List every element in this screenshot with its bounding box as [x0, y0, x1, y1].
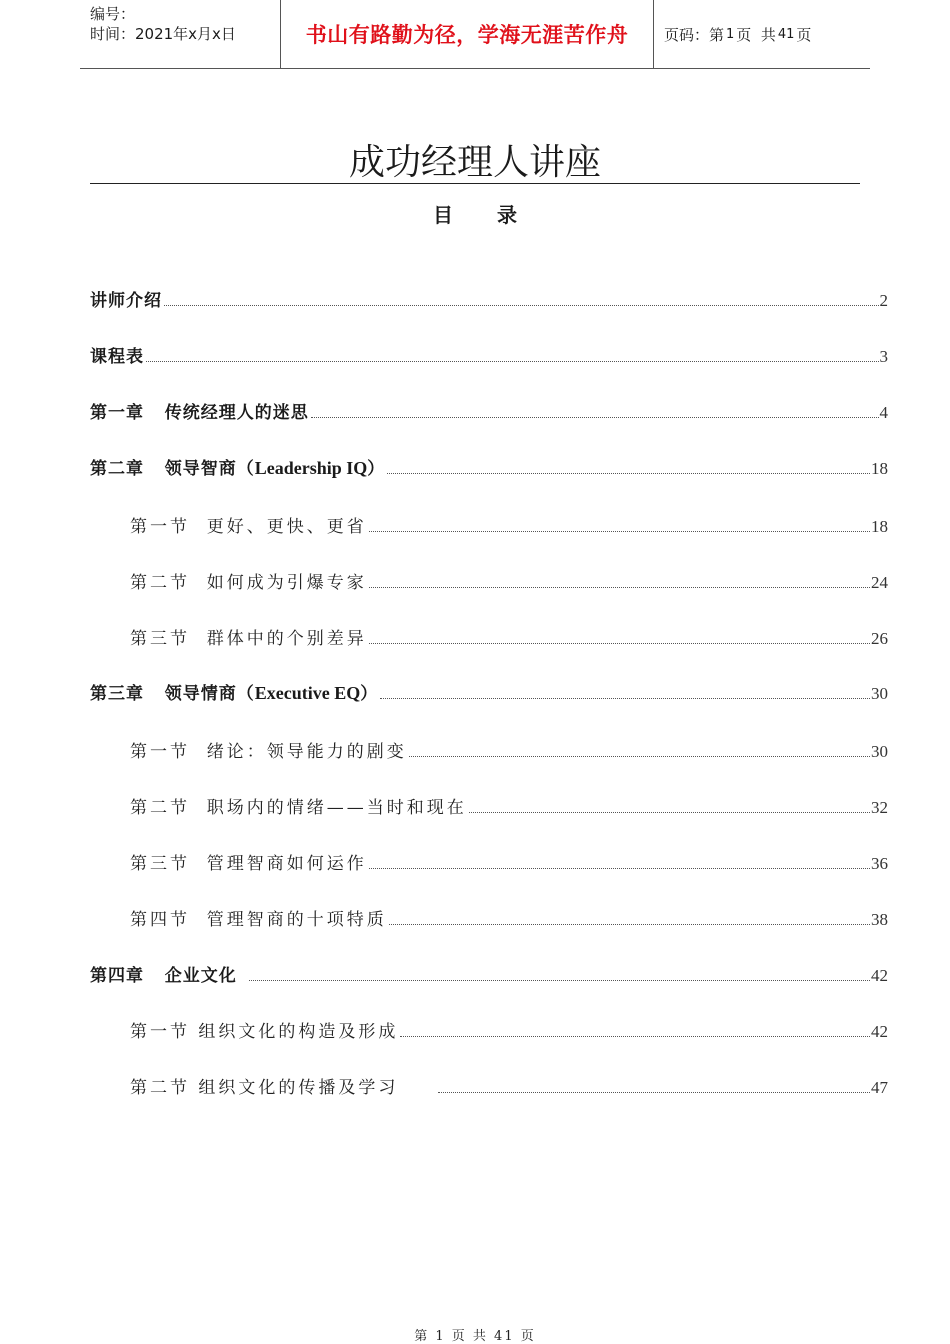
toc-entry[interactable]: [90, 456, 888, 480]
toc-entry-title: 课程表: [90, 347, 144, 367]
toc-dot-leader: [369, 531, 870, 532]
toc-dot-leader: [380, 698, 870, 699]
toc-page-number: 38: [871, 910, 888, 929]
toc-dot-leader: [369, 868, 870, 869]
toc-dot-leader: [400, 1036, 870, 1037]
toc-entry[interactable]: [130, 907, 888, 931]
toc-page-number: 2: [879, 291, 888, 310]
toc-page-number: 47: [871, 1078, 888, 1097]
toc-page-number: 18: [871, 517, 888, 536]
toc-entry-tail: ）: [360, 684, 379, 704]
toc-page-number: 30: [871, 742, 888, 761]
toc-entry-label: [130, 1077, 398, 1099]
toc-entry-label: [90, 346, 144, 368]
toc-page-number: 24: [871, 573, 888, 592]
page-footer: 第 1 页 共 41 页: [414, 1329, 536, 1344]
toc-dot-leader: [387, 473, 870, 474]
toc-entry[interactable]: [130, 739, 888, 763]
toc-dot-leader: [469, 812, 870, 813]
toc-entry-label: [130, 909, 387, 931]
page-total: 41: [777, 26, 795, 42]
toc-entry-english: Executive EQ: [254, 683, 361, 703]
toc-entry[interactable]: [130, 851, 888, 875]
toc-entry-label: [130, 853, 367, 875]
toc-entry-title: 第二节 组织文化的传播及学习: [130, 1078, 399, 1098]
toc-entry-label: [130, 741, 407, 763]
toc-entry-label: [130, 797, 467, 819]
toc-dot-leader: [146, 361, 879, 362]
toc-page-number: 42: [871, 1022, 888, 1041]
toc-page-number: 26: [871, 629, 888, 648]
header-motto: 书山有路勤为径，学海无涯苦作舟: [281, 0, 654, 68]
toc-dot-leader: [164, 305, 879, 306]
toc-entry-title: 第一节 绪论：领导能力的剧变: [130, 742, 407, 762]
toc-entry-title: 第二章 领导智商（: [90, 459, 255, 479]
toc-entry[interactable]: [90, 344, 888, 368]
page-header: [80, 0, 870, 69]
toc-dot-leader: [389, 924, 870, 925]
toc-heading: 目录: [433, 203, 561, 227]
toc-entry-label: [90, 682, 378, 705]
toc-entry[interactable]: [130, 514, 888, 538]
toc-entry-title: 第四节 管理智商的十项特质: [130, 910, 387, 930]
toc-entry-title: 第一节 组织文化的构造及形成: [130, 1022, 399, 1042]
toc-entry-title: 第三章 领导情商（: [90, 684, 255, 704]
toc-entry-label: [90, 402, 309, 424]
toc-page-number: 30: [871, 684, 888, 703]
toc-entry-title: 第三节 管理智商如何运作: [130, 854, 367, 874]
toc-page-number: 3: [879, 347, 888, 366]
toc-entry-label: [90, 457, 385, 480]
toc-entry-label: [90, 290, 162, 312]
toc-entry-label: [130, 516, 367, 538]
toc-entry-title: 第二节 职场内的情绪——当时和现在: [130, 798, 467, 818]
toc-entry[interactable]: [90, 963, 888, 987]
toc-page-number: 42: [871, 966, 888, 985]
toc-entry[interactable]: [130, 1075, 888, 1099]
toc-dot-leader: [409, 756, 870, 757]
page-current: 1: [726, 26, 735, 42]
toc-dot-leader: [369, 643, 870, 644]
toc-entry[interactable]: [90, 681, 888, 705]
toc-entry[interactable]: [130, 626, 888, 650]
date-label: 时间：2021年x月x日: [90, 25, 236, 43]
toc-entry-title: 第二节 如何成为引爆专家: [130, 573, 367, 593]
toc-dot-leader: [438, 1092, 870, 1093]
toc-entry[interactable]: [90, 288, 888, 312]
toc-dot-leader: [249, 980, 870, 981]
serial-label: 编号：: [90, 5, 136, 23]
toc-page-number: 4: [879, 403, 888, 422]
toc-entry-title: 第一节 更好、更快、更省: [130, 517, 367, 537]
toc-entry-label: [130, 1021, 398, 1043]
toc-entry[interactable]: [130, 1019, 888, 1043]
toc-entry-title: 第四章 企业文化: [90, 966, 237, 986]
page-prefix: 页码：第: [664, 25, 725, 44]
toc-page-number: 32: [871, 798, 888, 817]
toc-entry-label: [90, 965, 237, 987]
header-meta: [80, 0, 281, 68]
toc-entry[interactable]: [130, 570, 888, 594]
toc-dot-leader: [311, 417, 879, 418]
page-suffix: 页: [796, 25, 812, 44]
toc-page-number: 36: [871, 854, 888, 873]
document-title: 成功经理人讲座: [348, 142, 601, 183]
page-mid: 页 共: [736, 25, 776, 44]
toc-entry-title: 讲师介绍: [90, 291, 162, 311]
toc-entry-tail: ）: [367, 459, 386, 479]
toc-entry-title: 第三节 群体中的个别差异: [130, 629, 367, 649]
title-underline: [90, 183, 860, 184]
toc-entry[interactable]: [90, 400, 888, 424]
toc-entry-english: Leadership IQ: [254, 458, 368, 478]
toc-dot-leader: [369, 587, 870, 588]
toc-entry-label: [130, 628, 367, 650]
toc-entry[interactable]: [130, 795, 888, 819]
toc-page-number: 18: [871, 459, 888, 478]
toc-entry-label: [130, 572, 367, 594]
header-page-counter: [654, 0, 870, 68]
toc-entry-title: 第一章 传统经理人的迷思: [90, 403, 309, 423]
